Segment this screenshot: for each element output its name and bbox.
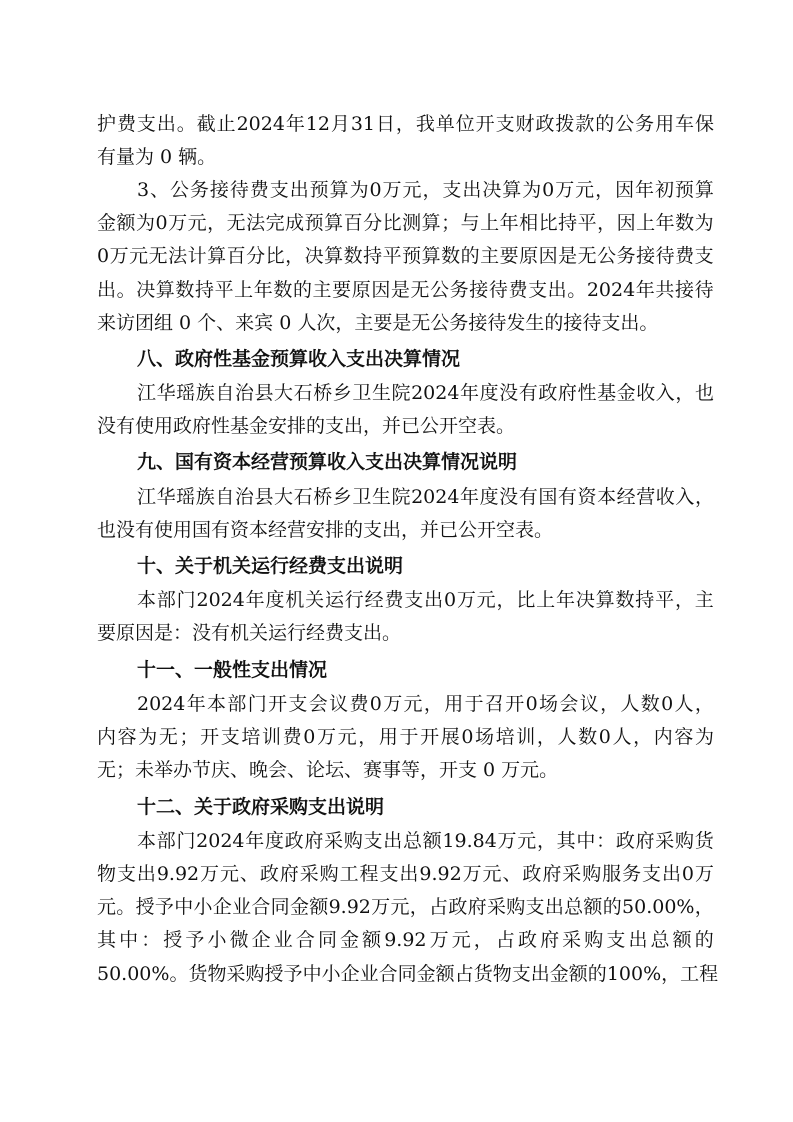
body-text-line: 有量为 0 辆。 <box>97 146 217 168</box>
body-text-line: 出 。 决 算 数 持 平 上 年 数 的 主 要 原 因 是 无 公 务 接 待 费 支 出 。 2024 年 共 接 待 <box>97 279 714 301</box>
body-text-line: 物 支 出 9.92 万 元 、 政 府 采 购 工 程 支 出 9.92 万 元 、 政 府 采 购 服 务 支 出 0 万 <box>97 863 714 885</box>
body-text-line: 江 华 瑶 族 自 治 县 大 石 桥 乡 卫 生 院 2024 年 度 没 有 国 有 资 本 经 营 收 入 ， <box>137 486 714 508</box>
section-heading: 九、国有资本经营预算收入支出决算情况说明 <box>137 451 518 473</box>
body-text-line: 无；未举办节庆、晚会、论坛、赛事等，开支 0 万元。 <box>97 759 559 781</box>
body-text-line: 江 华 瑶 族 自 治 县 大 石 桥 乡 卫 生 院 2024 年 度 没 有 政 府 性 基 金 收 入 ， 也 <box>137 382 714 404</box>
body-text-line: 本 部 门 2024 年 度 政 府 采 购 支 出 总 额 19.84 万 元 ， 其 中 ： 政 府 采 购 货 <box>137 830 714 852</box>
body-text-line: 3 、 公 务 接 待 费 支 出 预 算 为 0 万 元 ， 支 出 决 算 为 0 万 元 ， 因 年 初 预 算 <box>137 179 714 201</box>
section-heading: 十、关于机关运行经费支出说明 <box>137 555 404 577</box>
body-text-line: 50.00% 。 货 物 采 购 授 予 中 小 企 业 合 同 金 额 占 货 物 支 出 金 额 的 100% ， 工 程 <box>97 963 719 985</box>
body-text-line: 来访团组 0 个、来宾 0 人次，主要是无公务接待发生的接待支出。 <box>97 312 659 334</box>
body-text-line: 2024 年 本 部 门 开 支 会 议 费 0 万 元 ， 用 于 召 开 0 场 会 议 ， 人 数 0 人 ， <box>137 693 714 715</box>
body-text-line: 本 部 门 2024 年 度 机 关 运 行 经 费 支 出 0 万 元 ， 比 上 年 决 算 数 持 平 ， 主 <box>137 589 714 611</box>
body-text-line: 内 容 为 无 ； 开 支 培 训 费 0 万 元 ， 用 于 开 展 0 场 培 训 ， 人 数 0 人 ， 内 容 为 <box>97 726 714 748</box>
body-text-line: 金 额 为 0 万 元 ， 无 法 完 成 预 算 百 分 比 测 算 ； 与 上 年 相 比 持 平 ， 因 上 年 数 为 <box>97 212 714 234</box>
body-text-line: 元 。 授 予 中 小 企 业 合 同 金 额 9.92 万 元 ， 占 政 府 采 购 支 出 总 额 的 50.00% ， <box>97 896 714 918</box>
body-text-line: 0 万 元 无 法 计 算 百 分 比 ， 决 算 数 持 平 预 算 数 的 主 要 原 因 是 无 公 务 接 待 费 支 <box>97 245 714 267</box>
body-text-line: 护 费 支 出 。 截 止 2024 年 12 月 31 日 ， 我 单 位 开 支 财 政 拨 款 的 公 务 用 车 保 <box>97 113 714 135</box>
section-heading: 十二、关于政府采购支出说明 <box>137 796 385 818</box>
section-heading: 八、政府性基金预算收入支出决算情况 <box>137 348 461 370</box>
body-text-line: 其 中 ： 授 予 小 微 企 业 合 同 金 额 9.92 万 元 ， 占 政 府 采 购 支 出 总 额 的 <box>97 929 714 951</box>
body-text-line: 没有使用政府性基金安排的支出，并已公开空表。 <box>97 415 516 437</box>
body-text-line: 要原因是：没有机关运行经费支出。 <box>97 622 402 644</box>
section-heading: 十一、一般性支出情况 <box>137 659 328 681</box>
body-text-line: 也没有使用国有资本经营安排的支出，并已公开空表。 <box>97 519 554 541</box>
